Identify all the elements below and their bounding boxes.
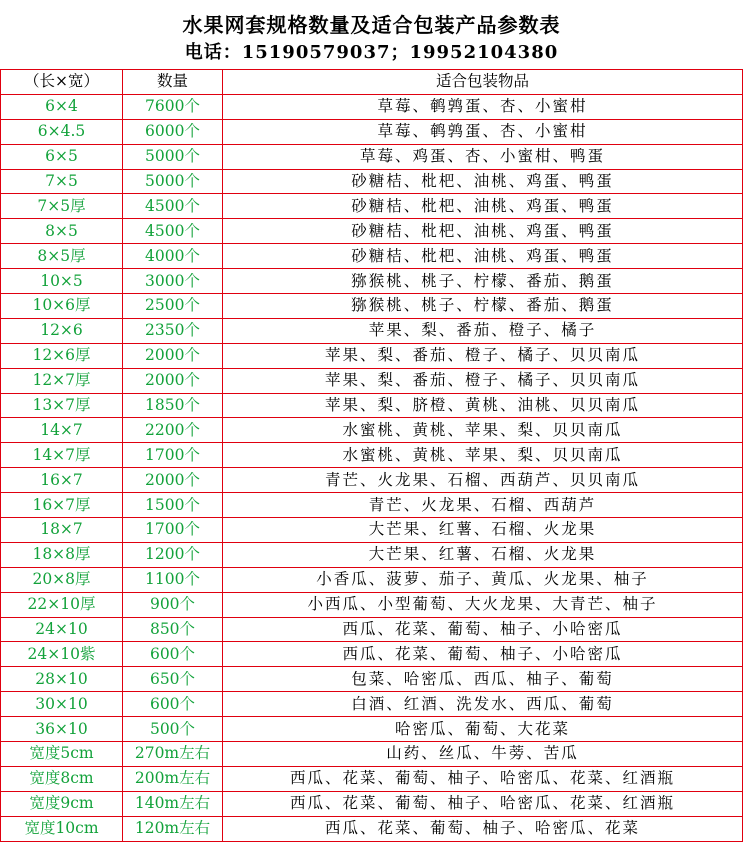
qty-cell: 1500个 xyxy=(123,493,223,518)
qty-cell: 2000个 xyxy=(123,368,223,393)
items-cell: 西瓜、花菜、葡萄、柚子、哈密瓜、花菜、红酒瓶 xyxy=(223,766,743,791)
size-cell: 16×7 xyxy=(1,468,123,493)
qty-cell: 850个 xyxy=(123,617,223,642)
size-cell: 宽度8cm xyxy=(1,766,123,791)
table-row xyxy=(1,368,743,393)
table-row xyxy=(1,318,743,343)
table-row xyxy=(1,119,743,144)
items-cell: 砂糖桔、枇杷、油桃、鸡蛋、鸭蛋 xyxy=(223,169,743,194)
size-cell: 10×5 xyxy=(1,269,123,294)
items-cell: 草莓、鹌鹑蛋、杏、小蜜柑 xyxy=(223,119,743,144)
table-row xyxy=(1,169,743,194)
qty-cell: 4500个 xyxy=(123,194,223,219)
table-row xyxy=(1,667,743,692)
table-header-row xyxy=(1,70,743,95)
items-cell: 猕猴桃、桃子、柠檬、番茄、鹅蛋 xyxy=(223,269,743,294)
qty-cell: 2000个 xyxy=(123,343,223,368)
size-cell: 宽度10cm xyxy=(1,816,123,841)
items-cell: 砂糖桔、枇杷、油桃、鸡蛋、鸭蛋 xyxy=(223,219,743,244)
table-row xyxy=(1,393,743,418)
qty-cell: 5000个 xyxy=(123,144,223,169)
page-title: 水果网套规格数量及适合包装产品参数表 xyxy=(182,13,561,37)
phone-line: 电话：15190579037；19952104380 xyxy=(184,42,559,63)
header xyxy=(0,0,743,68)
size-cell: 12×6 xyxy=(1,318,123,343)
qty-cell: 200m左右 xyxy=(123,766,223,791)
qty-cell: 900个 xyxy=(123,592,223,617)
qty-cell: 1700个 xyxy=(123,518,223,543)
items-cell: 西瓜、花菜、葡萄、柚子、哈密瓜、花菜 xyxy=(223,816,743,841)
items-cell: 西瓜、花菜、葡萄、柚子、小哈密瓜 xyxy=(223,642,743,667)
table-body xyxy=(1,94,743,841)
table-row xyxy=(1,244,743,269)
items-cell: 草莓、鸡蛋、杏、小蜜柑、鸭蛋 xyxy=(223,144,743,169)
qty-cell: 4000个 xyxy=(123,244,223,269)
qty-cell: 2500个 xyxy=(123,294,223,319)
qty-cell: 600个 xyxy=(123,692,223,717)
items-cell: 水蜜桃、黄桃、苹果、梨、贝贝南瓜 xyxy=(223,443,743,468)
size-cell: 7×5厚 xyxy=(1,194,123,219)
table-row xyxy=(1,692,743,717)
table-row xyxy=(1,194,743,219)
size-cell: 宽度9cm xyxy=(1,791,123,816)
size-cell: 18×8厚 xyxy=(1,542,123,567)
table-row xyxy=(1,617,743,642)
table-row xyxy=(1,542,743,567)
table-row xyxy=(1,592,743,617)
items-cell: 小西瓜、小型葡萄、大火龙果、大青芒、柚子 xyxy=(223,592,743,617)
table-row xyxy=(1,766,743,791)
items-cell: 包菜、哈密瓜、西瓜、柚子、葡萄 xyxy=(223,667,743,692)
size-cell: 20×8厚 xyxy=(1,567,123,592)
size-cell: 6×4 xyxy=(1,94,123,119)
items-cell: 苹果、梨、番茄、橙子、橘子、贝贝南瓜 xyxy=(223,343,743,368)
items-cell: 大芒果、红薯、石榴、火龙果 xyxy=(223,518,743,543)
size-cell: 18×7 xyxy=(1,518,123,543)
qty-cell: 120m左右 xyxy=(123,816,223,841)
qty-cell: 500个 xyxy=(123,717,223,742)
qty-cell: 5000个 xyxy=(123,169,223,194)
qty-cell: 2000个 xyxy=(123,468,223,493)
size-cell: 6×5 xyxy=(1,144,123,169)
table-row xyxy=(1,144,743,169)
table-row xyxy=(1,269,743,294)
items-cell: 山药、丝瓜、牛蒡、苦瓜 xyxy=(223,742,743,767)
items-cell: 大芒果、红薯、石榴、火龙果 xyxy=(223,542,743,567)
table-row xyxy=(1,742,743,767)
spec-table xyxy=(0,69,743,842)
items-cell: 西瓜、花菜、葡萄、柚子、小哈密瓜 xyxy=(223,617,743,642)
items-cell: 水蜜桃、黄桃、苹果、梨、贝贝南瓜 xyxy=(223,418,743,443)
table-row xyxy=(1,468,743,493)
items-cell: 苹果、梨、番茄、橙子、橘子 xyxy=(223,318,743,343)
qty-cell: 3000个 xyxy=(123,269,223,294)
qty-cell: 270m左右 xyxy=(123,742,223,767)
qty-cell: 600个 xyxy=(123,642,223,667)
qty-cell: 1200个 xyxy=(123,542,223,567)
items-cell: 西瓜、花菜、葡萄、柚子、哈密瓜、花菜、红酒瓶 xyxy=(223,791,743,816)
items-cell: 草莓、鹌鹑蛋、杏、小蜜柑 xyxy=(223,94,743,119)
table-row xyxy=(1,791,743,816)
table-row xyxy=(1,94,743,119)
qty-cell: 2200个 xyxy=(123,418,223,443)
qty-cell: 4500个 xyxy=(123,219,223,244)
qty-cell: 140m左右 xyxy=(123,791,223,816)
items-cell: 小香瓜、菠萝、茄子、黄瓜、火龙果、柚子 xyxy=(223,567,743,592)
table-row xyxy=(1,717,743,742)
size-cell: 36×10 xyxy=(1,717,123,742)
items-cell: 砂糖桔、枇杷、油桃、鸡蛋、鸭蛋 xyxy=(223,244,743,269)
table-row xyxy=(1,816,743,841)
items-cell: 苹果、梨、番茄、橙子、橘子、贝贝南瓜 xyxy=(223,368,743,393)
header-qty: 数量 xyxy=(123,70,223,95)
table-row xyxy=(1,343,743,368)
items-cell: 猕猴桃、桃子、柠檬、番茄、鹅蛋 xyxy=(223,294,743,319)
qty-cell: 650个 xyxy=(123,667,223,692)
size-cell: 8×5厚 xyxy=(1,244,123,269)
size-cell: 22×10厚 xyxy=(1,592,123,617)
table-row xyxy=(1,493,743,518)
size-cell: 7×5 xyxy=(1,169,123,194)
header-size: （长×宽） xyxy=(1,70,123,95)
size-cell: 12×7厚 xyxy=(1,368,123,393)
size-cell: 宽度5cm xyxy=(1,742,123,767)
header-items: 适合包装物品 xyxy=(223,70,743,95)
table-row xyxy=(1,567,743,592)
qty-cell: 6000个 xyxy=(123,119,223,144)
size-cell: 14×7 xyxy=(1,418,123,443)
items-cell: 青芒、火龙果、石榴、西葫芦 xyxy=(223,493,743,518)
size-cell: 8×5 xyxy=(1,219,123,244)
table-row xyxy=(1,642,743,667)
qty-cell: 1850个 xyxy=(123,393,223,418)
table-row xyxy=(1,219,743,244)
size-cell: 13×7厚 xyxy=(1,393,123,418)
size-cell: 14×7厚 xyxy=(1,443,123,468)
size-cell: 12×6厚 xyxy=(1,343,123,368)
table-row xyxy=(1,518,743,543)
size-cell: 16×7厚 xyxy=(1,493,123,518)
qty-cell: 1700个 xyxy=(123,443,223,468)
table-row xyxy=(1,294,743,319)
items-cell: 砂糖桔、枇杷、油桃、鸡蛋、鸭蛋 xyxy=(223,194,743,219)
size-cell: 24×10 xyxy=(1,617,123,642)
size-cell: 30×10 xyxy=(1,692,123,717)
items-cell: 苹果、梨、脐橙、黄桃、油桃、贝贝南瓜 xyxy=(223,393,743,418)
qty-cell: 7600个 xyxy=(123,94,223,119)
table-row xyxy=(1,418,743,443)
size-cell: 6×4.5 xyxy=(1,119,123,144)
items-cell: 哈密瓜、葡萄、大花菜 xyxy=(223,717,743,742)
qty-cell: 1100个 xyxy=(123,567,223,592)
table-row xyxy=(1,443,743,468)
size-cell: 10×6厚 xyxy=(1,294,123,319)
size-cell: 24×10紫 xyxy=(1,642,123,667)
items-cell: 青芒、火龙果、石榴、西葫芦、贝贝南瓜 xyxy=(223,468,743,493)
size-cell: 28×10 xyxy=(1,667,123,692)
items-cell: 白酒、红酒、洗发水、西瓜、葡萄 xyxy=(223,692,743,717)
qty-cell: 2350个 xyxy=(123,318,223,343)
